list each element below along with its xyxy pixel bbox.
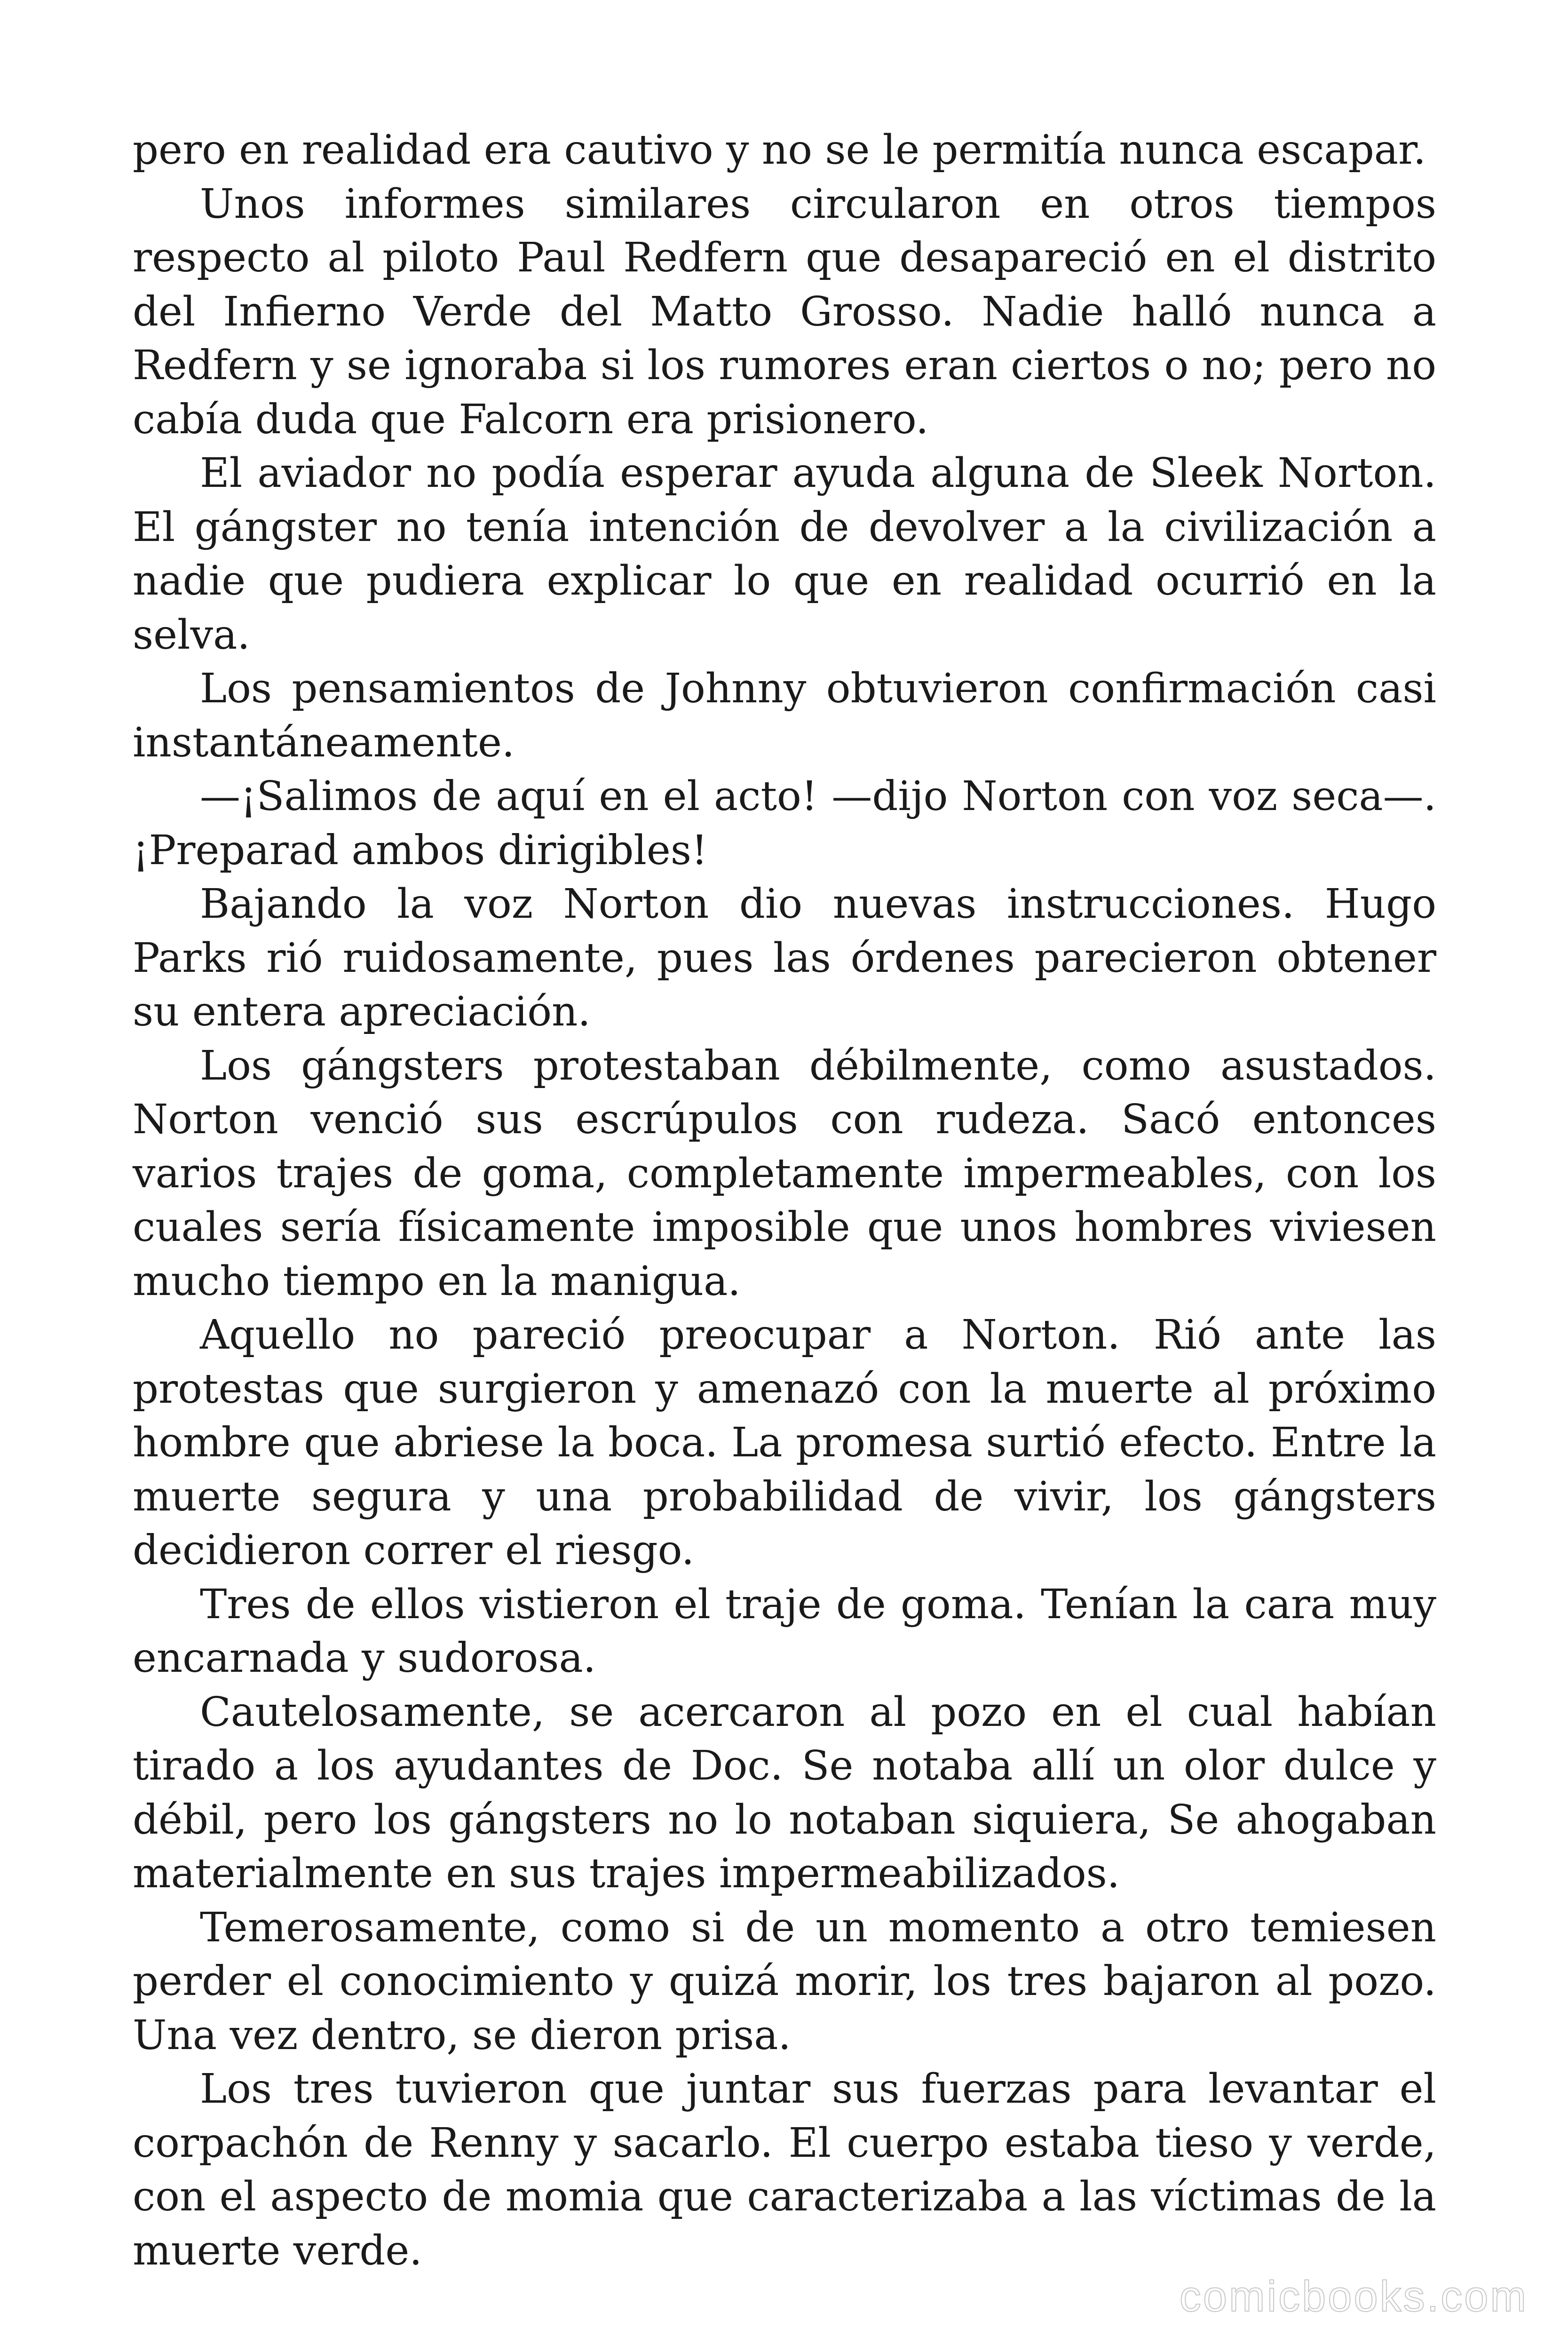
paragraph: Los tres tuvieron que juntar sus fuerzas para levantar el corpachón de Renny y sacarlo. El cuerpo estaba tieso y verde, con el aspecto de momia que caracterizaba a las víctimas de la muerte verde. xyxy=(133,2066,1436,2274)
paragraph: Temerosamente, como si de un momento a otro temiesen perder el conocimiento y quizá morir, los tres bajaron al pozo. Una vez dentro, se dieron prisa. xyxy=(133,1904,1436,2059)
paragraph: —¡Salimos de aquí en el acto! —dijo Norton con voz seca—. ¡Preparad ambos dirigibles! xyxy=(133,773,1436,874)
paragraph: Los gángsters protestaban débilmente, como asustados. Norton venció sus escrúpulos con rudeza. Sacó entonces varios trajes de goma, completamente impermeables, con los cuales sería físicamente imposible que unos hombres viviesen mucho tiempo en la manigua. xyxy=(133,1042,1436,1305)
paragraph: El aviador no podía esperar ayuda alguna de Sleek Norton. El gángster no tenía intención de devolver a la civilización a nadie que pudiera explicar lo que en realidad ocurrió en la selva. xyxy=(133,450,1436,659)
paragraph: Tres de ellos vistieron el traje de goma. Tenían la cara muy encarnada y sudorosa. xyxy=(133,1581,1436,1682)
paragraph: Bajando la voz Norton dio nuevas instrucciones. Hugo Parks rió ruidosamente, pues las órdenes parecieron obtener su entera apreciación. xyxy=(133,881,1436,1035)
paragraph: Aquello no pareció preocupar a Norton. Rió ante las protestas que surgieron y amenazó con la muerte al próximo hombre que abriese la boca. La promesa surtió efecto. Entre la muerte segura y una probabilidad de vivir, los gángsters decidieron correr el riesgo. xyxy=(133,1311,1436,1574)
paragraph: pero en realidad era cautivo y no se le permitía nunca escapar. xyxy=(133,127,1426,174)
book-page xyxy=(133,123,1436,2278)
paragraph: Unos informes similares circularon en otros tiempos respecto al piloto Paul Redfern que desapareció en el distrito del Infierno Verde del Matto Grosso. Nadie halló nunca a Redfern y se ignoraba si los rumores eran ciertos o no; pero no cabía duda que Falcorn era prisionero. xyxy=(133,180,1436,443)
paragraph: Cautelosamente, se acercaron al pozo en el cual habían tirado a los ayudantes de Doc. Se notaba allí un olor dulce y débil, pero los gángsters no lo notaban siquiera, Se ahogaban materialmente en sus trajes impermeabilizados. xyxy=(133,1688,1436,1897)
paragraph: Los pensamientos de Johnny obtuvieron confirmación casi instantáneamente. xyxy=(133,665,1436,766)
watermark-logo: comicbooks.com xyxy=(1179,2273,1528,2320)
